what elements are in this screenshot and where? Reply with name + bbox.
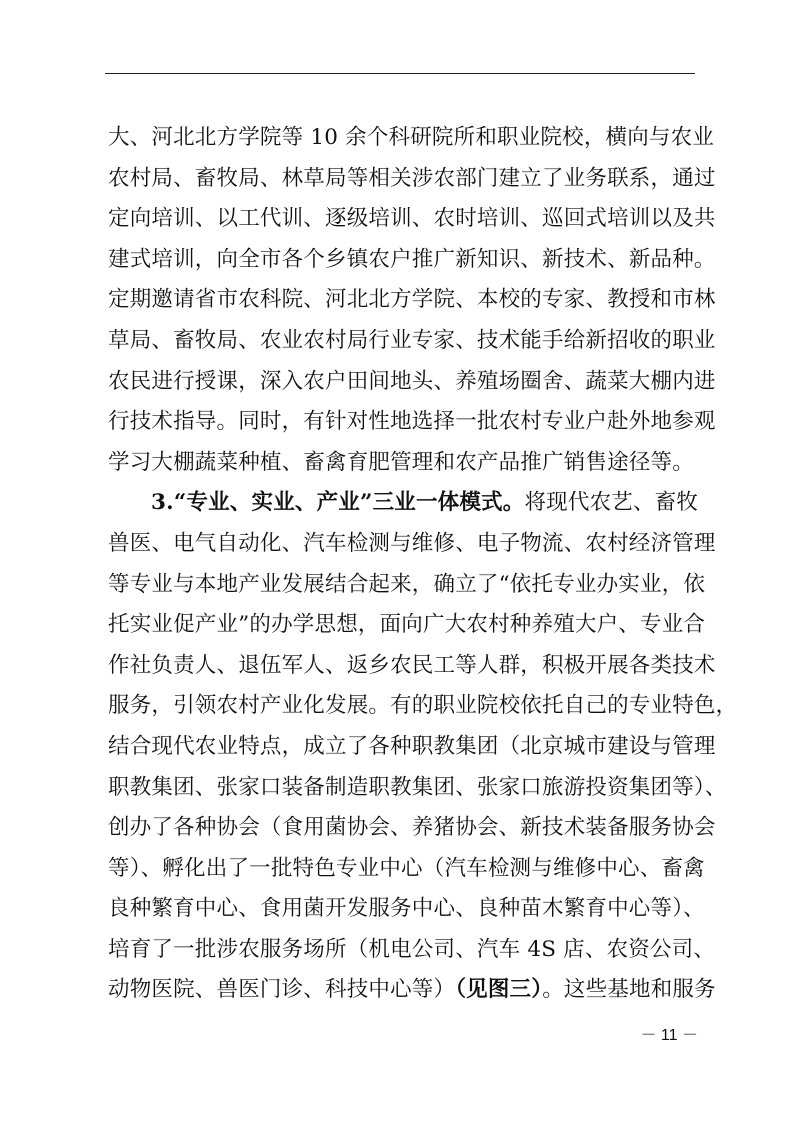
paragraph-line: 等）、孵化出了一批特色专业中心（汽车检测与维修中心、畜禽 (108, 855, 705, 881)
paragraph-line: 兽医、电气自动化、汽车检测与维修、电子物流、农村经济管理 (108, 530, 716, 556)
paragraph-line: 行技术指导。同时，有针对性地选择一批农村专业户赴外地参观 (108, 409, 716, 435)
section-3-first-line (108, 483, 698, 524)
paragraph-line: 良种繁育中心、食用菌开发服务中心、良种苗木繁育中心等）、 (108, 896, 705, 922)
figure-reference: （见图三） (455, 977, 543, 1003)
last-line-start: 动物医院、兽医门诊、科技中心等） (108, 977, 456, 1003)
paragraph-line: 托实业促产业”的办学思想，面向广大农村种养殖大户、专业合 (108, 612, 706, 638)
page-number: － 11 － (640, 1027, 698, 1044)
paragraph-line: 结合现代农业特点，成立了各种职教集团（北京城市建设与管理 (108, 733, 716, 759)
body-text (108, 118, 738, 1011)
paragraph-line: 定期邀请省市农科院、河北北方学院、本校的专家、教授和市林 (108, 287, 716, 313)
last-line-end: 。这些基地和服务 (542, 977, 716, 1003)
paragraph-line: 服务，引领农村产业化发展。有的职业院校依托自己的专业特色， (108, 693, 738, 719)
paragraph-line: 农民进行授课，深入农户田间地头、养殖场圈舍、蔬菜大棚内进 (108, 368, 716, 394)
paragraph-line: 农村局、畜牧局、林草局等相关涉农部门建立了业务联系，通过 (108, 165, 716, 191)
paragraph-line: 等专业与本地产业发展结合起来，确立了“依托专业办实业，依 (108, 571, 706, 597)
header-rule (105, 73, 695, 74)
paragraph-line: 草局、畜牧局、农业农村局行业专家、技术能手给新招收的职业 (108, 327, 716, 353)
paragraph-line: 作社负责人、退伍军人、返乡农民工等人群，积极开展各类技术 (108, 652, 716, 678)
section-3-last-line (108, 970, 716, 1011)
section-3-first-line-text: 将现代农艺、畜牧 (524, 490, 699, 516)
paragraph-line: 培育了一批涉农服务场所（机电公司、汽车 4S 店、农资公司、 (108, 936, 716, 962)
paragraph-line: 定向培训、以工代训、逐级培训、农时培训、巡回式培训以及共 (108, 206, 716, 232)
paragraph-line: 创办了各种协会（食用菌协会、养猪协会、新技术装备服务协会 (108, 815, 716, 841)
section-3-heading: 3.“专业、实业、产业”三业一体模式。 (151, 490, 525, 516)
paragraph-line: 学习大棚蔬菜种植、畜禽育肥管理和农产品推广销售途径等。 (108, 449, 694, 475)
paragraph-line: 职教集团、张家口装备制造职教集团、张家口旅游投资集团等）、 (108, 774, 727, 800)
paragraph-line: 大、河北北方学院等 10 余个科研院所和职业院校，横向与农业 (108, 125, 715, 150)
paragraph-line: 建式培训，向全市各个乡镇农户推广新知识、新技术、新品种。 (108, 246, 716, 272)
